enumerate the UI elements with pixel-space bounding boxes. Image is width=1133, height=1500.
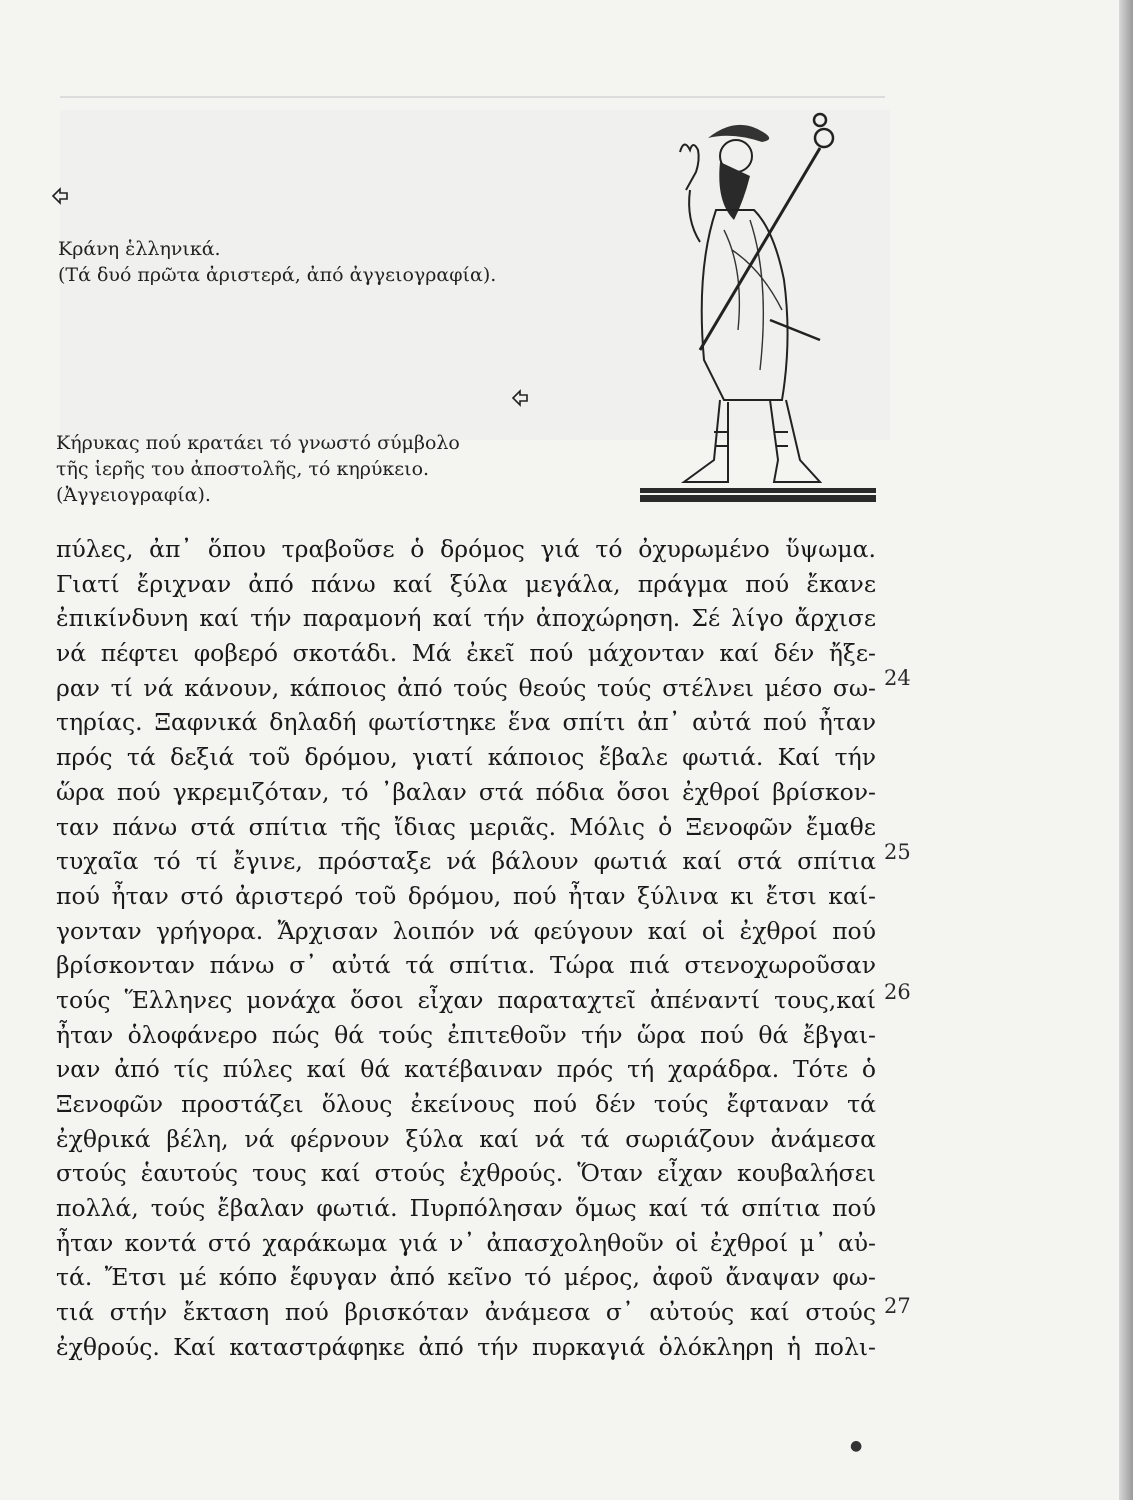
herald-caption-line: (Ἀγγειογραφία). [56,484,211,506]
pointing-hand-icon [50,186,70,212]
herald-caption [56,430,460,508]
herald-caption-line: Κήρυκας πού κρατάει τό γνωστό σύμβολο [56,432,460,454]
text-line: τιά στήν ἔκταση πού βρισκόταν ἀνάμεσα σ᾽ αὐτούς καί στούς [56,1298,876,1327]
text-line: στούς ἑαυτούς τους καί στούς ἐχθρούς. Ὅταν εἶχαν κουβαλήσει [56,1159,876,1188]
text-line: ναν ἀπό τίς πύλες καί θά κατέβαιναν πρός τή χαράδρα. Τότε ὁ [56,1055,876,1084]
text-line: γονταν γρήγορα. Ἄρχισαν λοιπόν νά φεύγουν καί οἱ ἐχθροί πού [56,916,876,945]
crane-caption-line: (Τά δυό πρῶτα ἀριστερά, ἀπό ἀγγειογραφία). [58,264,497,286]
margin-number: 27 [884,1294,911,1318]
herald-illustration [620,110,880,514]
text-line: τηρίας. Ξαφνικά δηλαδή φωτίστηκε ἕνα σπίτι ἀπ᾽ αὐτά πού ἦταν [56,708,876,737]
crane-caption [58,236,496,288]
text-line: πρός τά δεξιά τοῦ δρόμου, γιατί κάποιος ἔβαλε φωτιά. Καί τήν [56,743,876,772]
text-line: ἦταν κοντά στό χαράκωμα γιά ν᾽ ἀπασχοληθοῦν οἱ ἐχθροί μ᾽ αὐ- [56,1228,876,1257]
text-line: Γιατί ἔριχναν ἀπό πάνω καί ξύλα μεγάλα, πράγμα πού ἔκανε [56,569,876,598]
herald-caption-line: τῆς ἱερῆς του ἀποστολῆς, τό κηρύκειο. [56,458,430,480]
bleed-through-rule [60,96,885,98]
text-line: πολλά, τούς ἔβαλαν φωτιά. Πυρπόλησαν ὅμως καί τά σπίτια πού [56,1194,876,1223]
text-line: τά. Ἔτσι μέ κόπο ἔφυγαν ἀπό κεῖνο τό μέρος, ἀφοῦ ἄναψαν φω- [56,1263,876,1292]
text-line: τούς Ἕλληνες μονάχα ὅσοι εἶχαν παραταχτεῖ ἀπέναντί τους,καί [56,985,876,1014]
main-text [56,532,876,1365]
text-line: ἦταν ὁλοφάνερο πώς θά τούς ἐπιτεθοῦν τήν ὥρα πού θά ἔβγαι- [56,1020,876,1049]
text-line: ταν πάνω στά σπίτια τῆς ἴδιας μεριᾶς. Μόλις ὁ Ξενοφῶν ἔμαθε [56,812,876,841]
text-line: πύλες, ἀπ᾽ ὅπου τραβοῦσε ὁ δρόμος γιά τό ὀχυρωμένο ὕψωμα. [56,535,876,563]
text-line: ὥρα πού γκρεμιζόταν, τό ᾽βαλαν στά πόδια ὅσοι ἐχθροί βρίσκον- [56,777,876,806]
text-line: ἐχθρούς. Καί καταστράφηκε ἀπό τήν πυρκαγιά ὁλόκληρη ἡ πολι- [56,1332,876,1361]
text-line: πού ἦταν στό ἀριστερό τοῦ δρόμου, πού ἦταν ξύλινα κι ἔτσι καί- [56,881,876,910]
pointing-hand-icon [510,388,530,414]
crane-caption-line: Κράνη ἑλληνικά. [58,238,221,260]
text-line: τυχαῖα τό τί ἔγινε, πρόσταξε νά βάλουν φωτιά καί στά σπίτια [56,847,876,876]
ink-dot: ● [850,1438,863,1454]
text-line: ἐπικίνδυνη καί τήν παραμονή καί τήν ἀποχώρηση. Σέ λίγο ἄρχισε [56,604,876,633]
margin-number: 26 [884,980,911,1004]
page-edge-shadow [1119,0,1133,1500]
text-line: Ξενοφῶν προστάζει ὅλους ἐκείνους πού δέν τούς ἔφταναν τά [56,1090,876,1118]
margin-number: 24 [884,666,911,690]
text-line: ἐχθρικά βέλη, νά φέρνουν ξύλα καί νά τά σωριάζουν ἀνάμεσα [56,1124,876,1153]
text-line: ραν τί νά κάνουν, κάποιος ἀπό τούς θεούς τούς στέλνει μέσο σω- [56,673,876,702]
text-line: νά πέφτει φοβερό σκοτάδι. Μά ἐκεῖ πού μάχονταν καί δέν ἤξε- [56,639,876,668]
margin-number: 25 [884,840,911,864]
text-line: βρίσκονταν πάνω σ᾽ αὐτά τά σπίτια. Τώρα πιά στενοχωροῦσαν [56,951,876,980]
